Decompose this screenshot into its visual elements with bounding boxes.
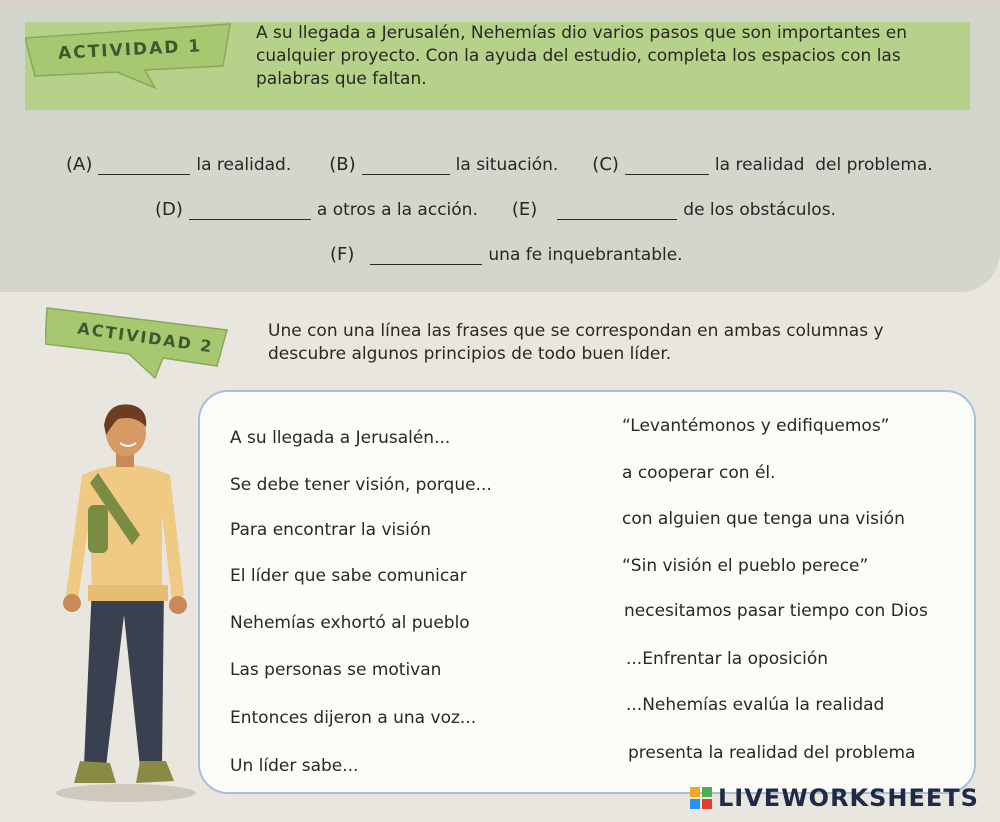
blank-d-input[interactable] <box>189 201 311 220</box>
blank-d-text: a otros a la acción. <box>316 200 478 220</box>
blank-f-label: (F) <box>330 244 355 265</box>
blank-f-text: una fe inquebrantable. <box>488 245 683 265</box>
right-phrase-4[interactable]: “Sin visión el pueblo perece” <box>622 556 869 576</box>
activity2-banner-label: ACTIVIDAD 2 <box>75 318 215 356</box>
blank-c-input[interactable] <box>625 156 709 175</box>
activity2-banner <box>45 300 245 380</box>
left-phrase-4[interactable]: El líder que sabe comunicar <box>230 566 467 586</box>
blank-e-text: de los obstáculos. <box>683 200 836 220</box>
blank-a-label: (A) <box>66 154 93 175</box>
left-phrase-7[interactable]: Entonces dijeron a una voz... <box>230 708 477 728</box>
right-phrase-5[interactable]: necesitamos pasar tiempo con Dios <box>624 601 928 621</box>
blank-a-text: la realidad. <box>196 155 292 175</box>
activity1-instructions: A su llegada a Jerusalén, Nehemías dio varios pasos que son importantes en cualquier proyecto. Con la ayuda del estudio, completa los espacios con las palabras que faltan. <box>256 23 907 89</box>
fill-row-3 <box>330 244 683 265</box>
right-phrase-3[interactable]: con alguien que tenga una visión <box>622 509 905 529</box>
fill-row-1 <box>66 154 933 175</box>
blank-f-input[interactable] <box>370 246 482 265</box>
left-phrase-5[interactable]: Nehemías exhortó al pueblo <box>230 613 470 633</box>
activity1-banner-label: ACTIVIDAD 1 <box>57 36 203 64</box>
liveworksheets-logo <box>690 782 979 814</box>
blank-c-text: la realidad del problema. <box>714 155 933 175</box>
blank-e-input[interactable] <box>557 201 677 220</box>
fill-row-2 <box>155 199 836 220</box>
page-top-strip <box>0 0 1000 10</box>
blank-d-label: (D) <box>155 199 183 220</box>
activity1-banner <box>25 20 235 90</box>
blank-c-label: (C) <box>592 154 619 175</box>
blank-e-label: (E) <box>511 199 538 220</box>
left-phrase-6[interactable]: Las personas se motivan <box>230 660 442 680</box>
right-phrase-1[interactable]: “Levantémonos y edifiquemos” <box>622 416 890 436</box>
left-phrase-1[interactable]: A su llegada a Jerusalén... <box>230 428 451 448</box>
logo-mark-icon <box>690 787 712 809</box>
left-phrase-3[interactable]: Para encontrar la visión <box>230 520 432 540</box>
right-phrase-6[interactable]: ...Enfrentar la oposición <box>626 649 828 669</box>
left-phrase-2[interactable]: Se debe tener visión, porque... <box>230 475 492 495</box>
right-phrase-8[interactable]: presenta la realidad del problema <box>628 743 916 763</box>
right-phrase-2[interactable]: a cooperar con él. <box>622 463 776 483</box>
right-phrase-7[interactable]: ...Nehemías evalúa la realidad <box>626 695 885 715</box>
blank-b-label: (B) <box>329 154 356 175</box>
left-phrase-8[interactable]: Un líder sabe... <box>230 756 359 776</box>
student-illustration <box>44 395 209 805</box>
blank-b-text: la situación. <box>455 155 559 175</box>
logo-text: LIVEWORKSHEETS <box>718 784 979 812</box>
blank-b-input[interactable] <box>362 156 450 175</box>
matching-card <box>198 390 976 794</box>
blank-a-input[interactable] <box>98 156 190 175</box>
activity2-instructions: Une con una línea las frases que se correspondan en ambas columnas y descubre algunos principios de todo buen líder. <box>268 321 884 364</box>
